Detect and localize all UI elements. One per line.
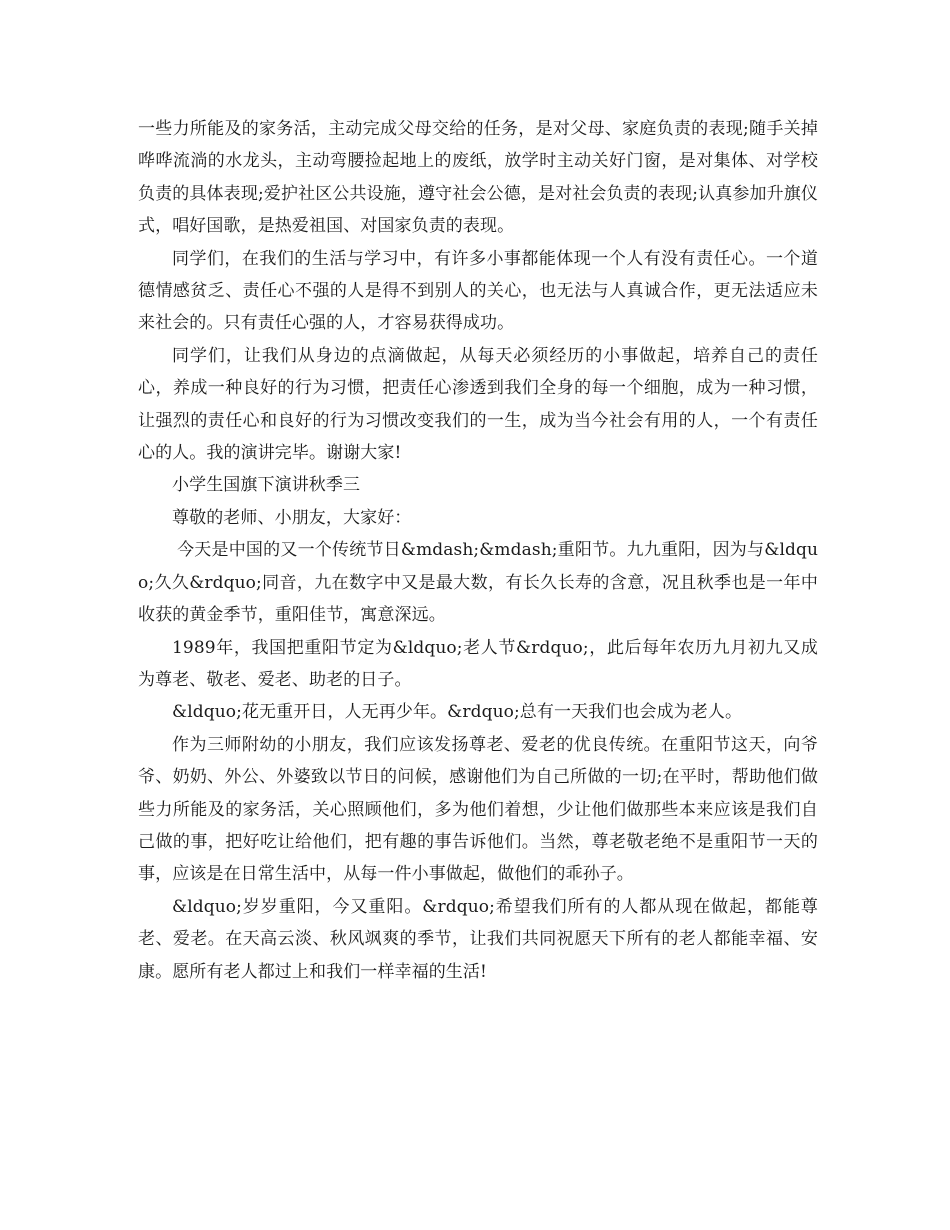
paragraph-festival-intro: 今天是中国的又一个传统节日&mdash;&mdash;重阳节。九九重阳，因为与&ldquo;久久&rdquo;同音，九在数字中又是最大数，有长久长寿的含意，况且秋季也是一年中收获的黄金季节，重阳佳节，寓意深远。 [138,540,818,626]
paragraph-continuation: 一些力所能及的家务活，主动完成父母交给的任务，是对父母、家庭负责的表现;随手关掉哗哗流淌的水龙头，主动弯腰捡起地上的废纸，放学时主动关好门窗，是对集体、对学校负责的具体表现;爱护社区公共设施，遵守社会公德，是对社会负责的表现;认真参加升旗仪式，唱好国歌，是热爱祖国、对国家负责的表现。 [138,119,818,237]
paragraph-respect-elders: 作为三师附幼的小朋友，我们应该发扬尊老、爱老的优良传统。在重阳节这天，向爷爷、奶奶、外公、外婆致以节日的问候，感谢他们为自己所做的一切;在平时，帮助他们做些力所能及的家务活，关心照顾他们，多为他们着想，少让他们做那些本来应该是我们自己做的事，把好吃让给他们，把有趣的事告诉他们。当然，尊老敬老绝不是重阳节一天的事，应该是在日常生活中，从每一件小事做起，做他们的乖孙子。 [138,734,818,885]
paragraph-closing-wish: &ldquo;岁岁重阳，今又重阳。&rdquo;希望我们所有的人都从现在做起，都能尊老、爱老。在天高云淡、秋风飒爽的季节，让我们共同祝愿天下所有的老人都能幸福、安康。愿所有老人都过上和我们一样幸福的生活! [138,896,818,982]
paragraph-quote-youth: &ldquo;花无重开日，人无再少年。&rdquo;总有一天我们也会成为老人。 [172,702,743,723]
paragraph-elderly-day: 1989年，我国把重阳节定为&ldquo;老人节&rdquo;，此后每年农历九月初九又成为尊老、敬老、爱老、助老的日子。 [138,637,818,690]
section-title: 小学生国旗下演讲秋季三 [172,475,361,496]
greeting: 尊敬的老师、小朋友，大家好： [172,507,412,528]
paragraph-small-things: 同学们，在我们的生活与学习中，有许多小事都能体现一个人有没有责任心。一个道德情感贫乏、责任心不强的人是得不到别人的关心，也无法与人真诚合作，更无法适应未来社会的。只有责任心强的人，才容易获得成功。 [138,248,818,334]
paragraph-conclusion: 同学们，让我们从身边的点滴做起，从每天必须经历的小事做起，培养自己的责任心，养成一种良好的行为习惯，把责任心渗透到我们全身的每一个细胞，成为一种习惯，让强烈的责任心和良好的行为习惯改变我们的一生，成为当今社会有用的人，一个有责任心的人。我的演讲完毕。谢谢大家! [138,345,818,464]
document-body [138,113,818,988]
